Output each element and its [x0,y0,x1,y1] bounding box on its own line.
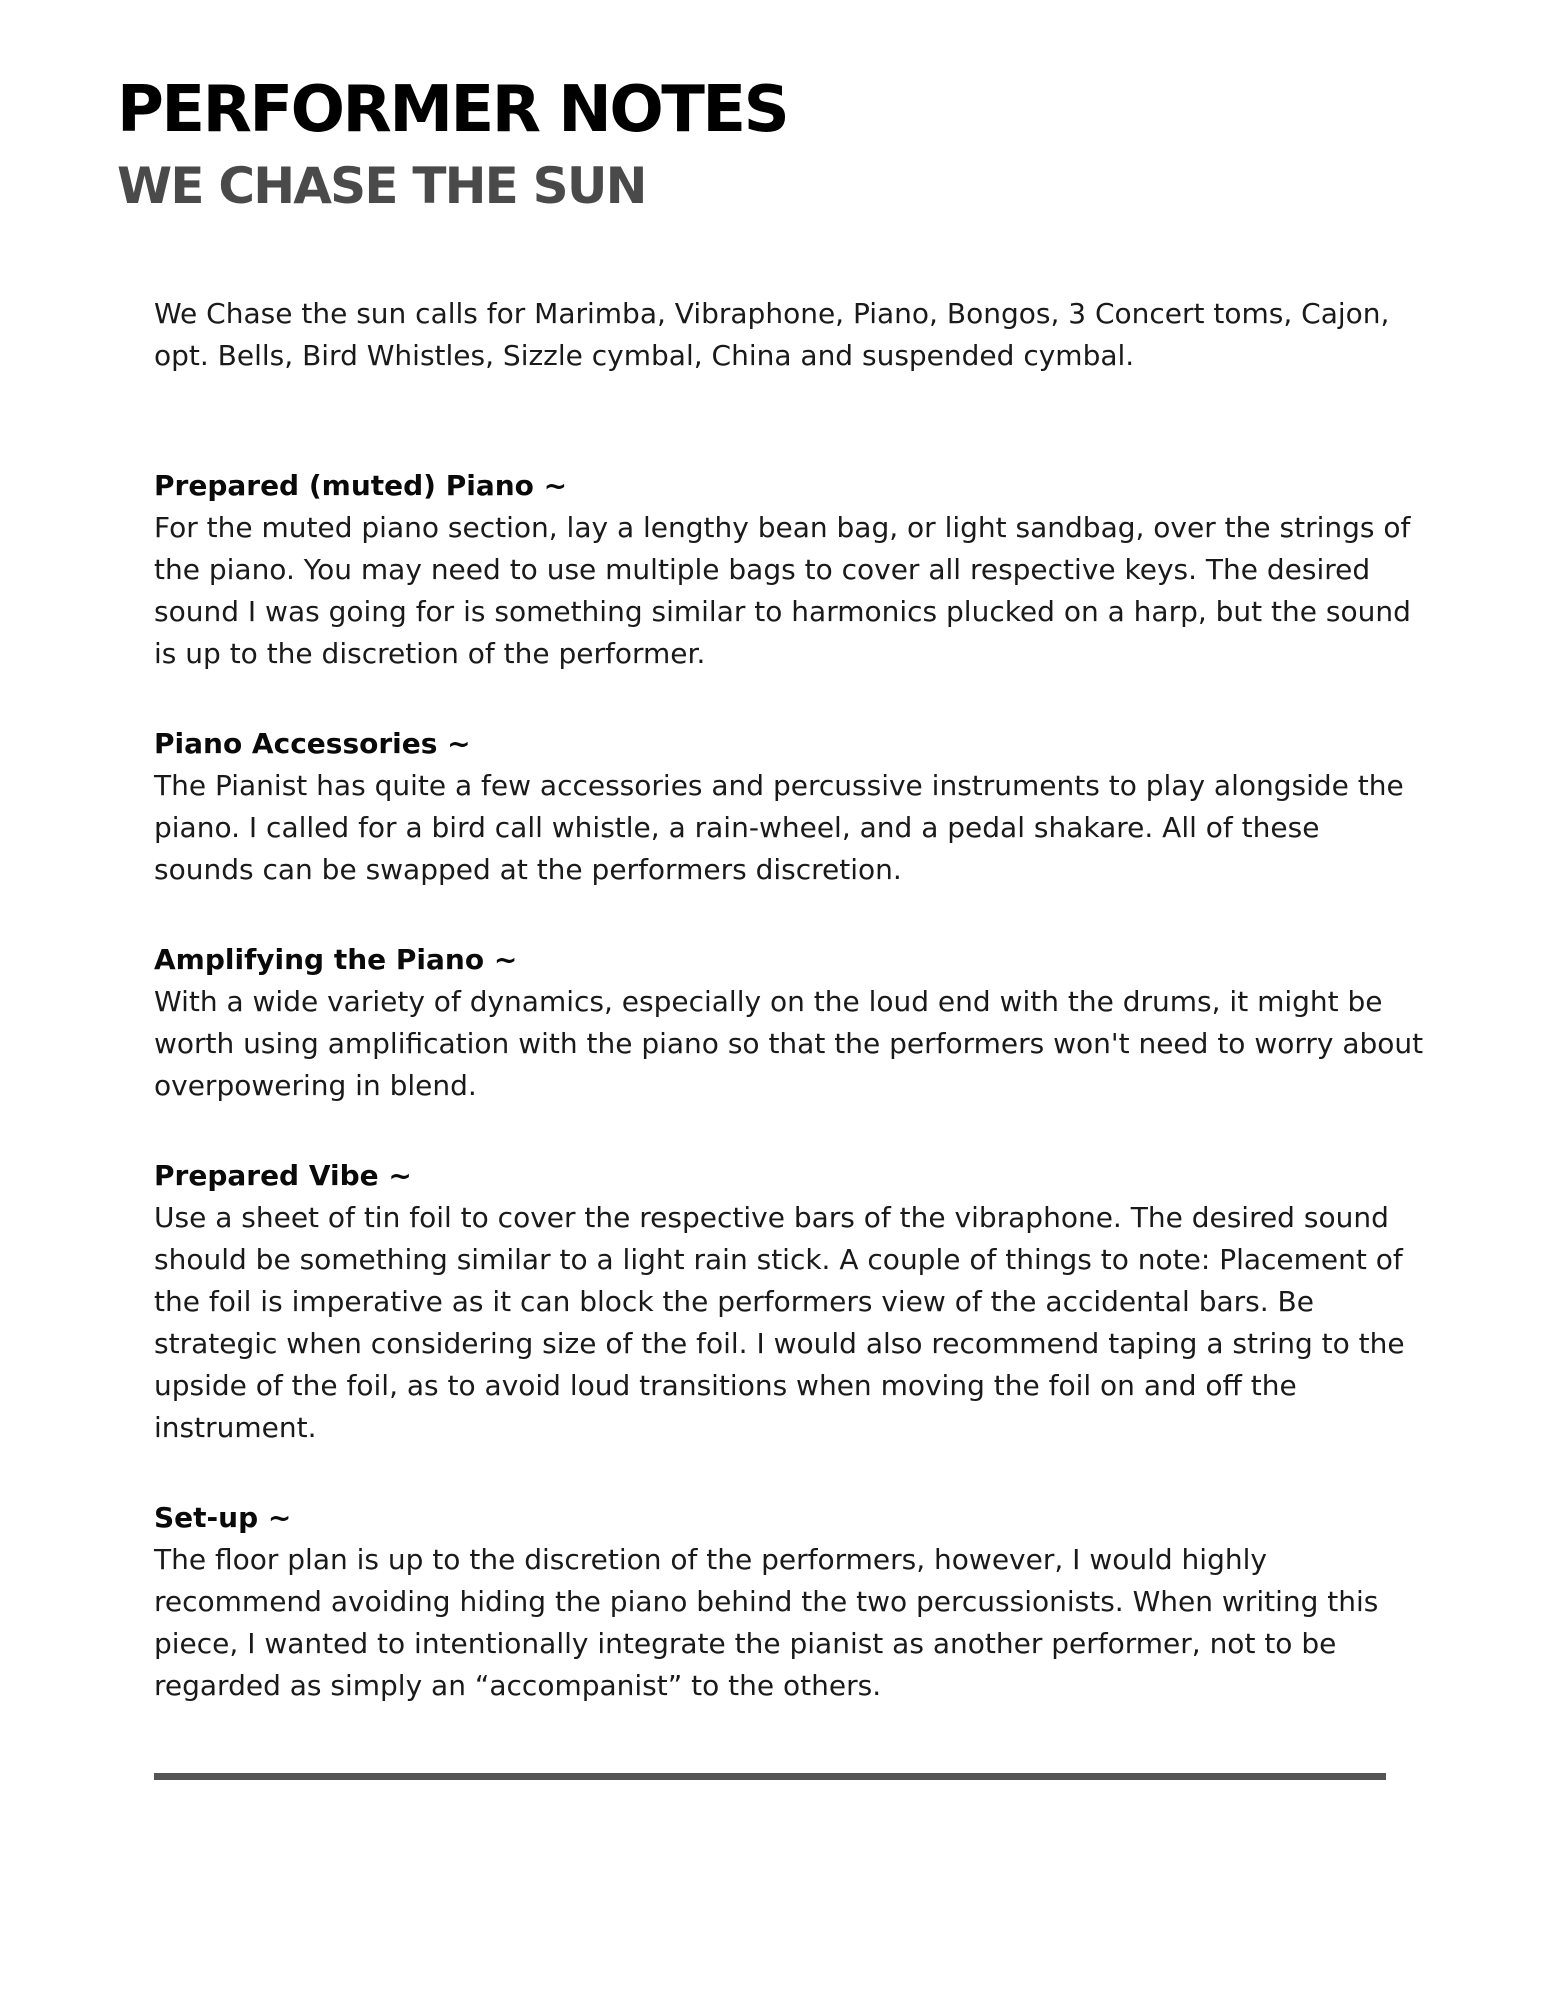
section-amplifying-piano [154,939,1424,1107]
section-heading: Set-up ~ [154,1501,292,1534]
section-prepared-piano [154,465,1424,675]
divider-line [154,1773,1386,1780]
page-title: PERFORMER NOTES [117,73,788,147]
page-subtitle: WE CHASE THE SUN [117,157,646,215]
section-heading: Prepared Vibe ~ [154,1159,412,1192]
notes-sections [154,465,1424,1755]
section-heading: Amplifying the Piano ~ [154,943,518,976]
section-body: For the muted piano section, lay a lengthy bean bag, or light sandbag, over the strings of the piano. You may need to use multiple bags to cover all respective keys. The desired sound I was going for is something similar to harmonics plucked on a harp, but the sound is up to the discretion of the performer. [154,511,1411,670]
section-set-up [154,1497,1424,1707]
section-heading: Prepared (muted) Piano ~ [154,469,568,502]
section-piano-accessories [154,723,1424,891]
section-body: With a wide variety of dynamics, especially on the loud end with the drums, it might be worth using amplification with the piano so that the performers won't need to worry about overpowering in blend. [154,985,1424,1102]
section-heading: Piano Accessories ~ [154,727,471,760]
section-prepared-vibe [154,1155,1424,1449]
section-body: The floor plan is up to the discretion of the performers, however, I would highly recommend avoiding hiding the piano behind the two percussionists. When writing this piece, I wanted to intentionally integrate the pianist as another performer, not to be regarded as simply an “accompanist” to the others. [154,1543,1379,1702]
section-body: Use a sheet of tin foil to cover the respective bars of the vibraphone. The desired sound should be something similar to a light rain stick. A couple of things to note: Placement of the foil is imperative as it can block the performers view of the accidental bars. Be strategic when considering size of the foil. I would also recommend taping a string to the upside of the foil, as to avoid loud transitions when moving the foil on and off the instrument. [154,1201,1405,1444]
section-body: The Pianist has quite a few accessories and percussive instruments to play alongside the piano. I called for a bird call whistle, a rain-wheel, and a pedal shakare. All of these sounds can be swapped at the performers discretion. [154,769,1404,886]
intro-paragraph: We Chase the sun calls for Marimba, Vibraphone, Piano, Bongos, 3 Concert toms, Cajon, opt. Bells, Bird Whistles, Sizzle cymbal, China and suspended cymbal. [154,297,1390,372]
